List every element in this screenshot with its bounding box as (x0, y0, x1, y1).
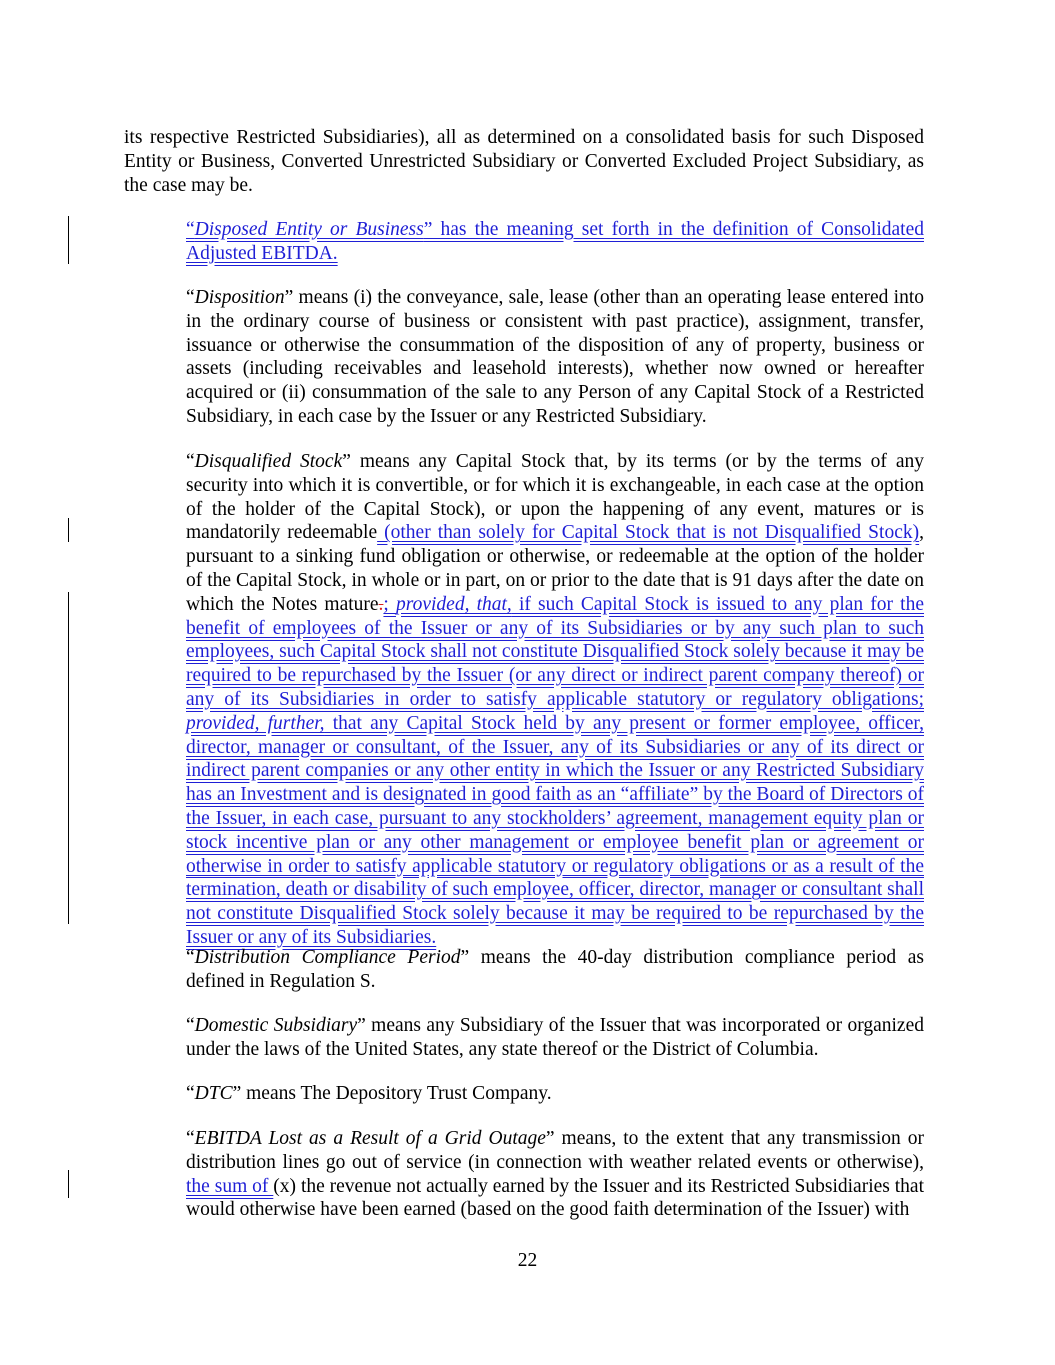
definition-text: ” means The Depository Trust Company. (232, 1083, 552, 1104)
definition-disposed-entity (124, 218, 924, 266)
inserted-text: ; (383, 593, 396, 615)
definition-text: ” means the 40-day distribution compliance period as defined in Regulation S. (186, 947, 924, 992)
change-bar (68, 518, 69, 542)
definition-disposition (124, 286, 924, 429)
definition-domestic-subsidiary (124, 1014, 924, 1062)
inserted-text: the sum of (186, 1175, 274, 1197)
open-quote: “ (186, 219, 195, 240)
paragraph-text: its respective Restricted Subsidiaries), all as determined on a consolidated basis for such Disposed Entity or Business, Converted Unrestricted Subsidiary or Converted Excluded Project Subsidiary, as the case may be. (124, 127, 924, 196)
inserted-italic-text: provided, that, (395, 593, 512, 615)
defined-term: Distribution Compliance Period (194, 947, 461, 968)
defined-term: Disposition (194, 287, 285, 308)
inserted-text: if such Capital Stock is issued to any plan for the benefit of employees of the Issuer or any of its Subsidiaries or by any such plan to such employees, such Capital Stock shall not constitute Disqualified Stock solely because it may be required to be repurchased by the Issuer (or any direct or indirect parent company thereof) or any of its Subsidiaries in order to satisfy applicable statutory or regulatory obligations; (186, 593, 924, 710)
defined-term: Domestic Subsidiary (194, 1015, 358, 1036)
defined-term: EBITDA Lost as a Result of a Grid Outage (194, 1128, 546, 1149)
definition-text: ” means any Subsidiary of the Issuer that was incorporated or organized under the laws of the United States, any state thereof or the District of Columbia. (186, 1015, 924, 1060)
open-quote: “ (186, 287, 195, 308)
definition-distribution-compliance-period (124, 946, 924, 994)
open-quote: “ (186, 947, 195, 968)
defined-term: DTC (194, 1083, 233, 1104)
change-bar (68, 216, 69, 264)
change-bar (68, 1170, 69, 1198)
defined-term: Disposed Entity or Business (194, 219, 424, 240)
defined-term: Disqualified Stock (194, 451, 343, 472)
definition-text: ” means any Capital Stock that, by its terms (or by the terms of any security into which it is convertible, or for which it is exchangeable, in each case at the option of the holder of the Capital Stock), or upon the happening of any event, matures or is mandatorily redeemable (186, 451, 924, 544)
definition-text: ” means, to the extent that any transmission or distribution lines go out of service (in connection with weather related events or otherwise), (186, 1128, 924, 1173)
page-number: 22 (517, 1250, 538, 1271)
deleted-text: . (378, 593, 384, 615)
definition-dtc (124, 1082, 924, 1106)
definition-text: ” means (i) the conveyance, sale, lease (other than an operating lease entered into in the ordinary course of business or consistent with past practice), assignment, transfer, issuance or otherwise the consummation of the disposition of any of property, business or assets (including receivables and leasehold interests), whether now owned or hereafter acquired or (ii) consummation of the sale to any Person of any Capital Stock of a Restricted Subsidiary, in each case by the Issuer or any Restricted Subsidiary. (186, 287, 924, 427)
definition-disqualified-stock (124, 450, 924, 950)
definition-text: ” has the meaning set forth in the definition of Consolidated Adjusted EBITDA. (186, 219, 924, 264)
change-bar (68, 592, 69, 924)
inserted-italic-text: provided, further, (186, 712, 325, 734)
open-quote: “ (186, 1015, 195, 1036)
definition-text: , pursuant to a sinking fund obligation or otherwise, or redeemable at the option of the holder of the Capital Stock, in whole or in part, on or prior to the date that is 91 days after the date on which the Notes mature (186, 522, 924, 615)
inserted-text: (other than solely for Capital Stock that is not Disqualified Stock) (377, 522, 920, 544)
open-quote: “ (186, 1128, 195, 1149)
inserted-text: that any Capital Stock held by any present or former employee, officer, director, manager or consultant, of the Issuer, any of its Subsidiaries or any of its direct or indirect parent companies or any other entity in which the Issuer or any Restricted Subsidiary has an Investment and is designated in good faith as an “affiliate” by the Board of Directors of the Issuer, in each case, pursuant to any stockholders’ agreement, management equity plan or stock incentive plan or any other management or employee benefit plan or agreement or otherwise in order to satisfy applicable statutory or regulatory obligations or as a result of the termination, death or disability of such employee, officer, director, manager or consultant shall not constitute Disqualified Stock solely because it may be required to be repurchased by the Issuer or any of its Subsidiaries. (186, 712, 924, 948)
open-quote: “ (186, 1083, 195, 1104)
definition-ebitda-lost-grid-outage (124, 1127, 924, 1222)
paragraph-intro (124, 126, 924, 197)
open-quote: “ (186, 451, 195, 472)
definition-text: (x) the revenue not actually earned by the Issuer and its Restricted Subsidiaries that would otherwise have been earned (based on the good faith determination of the Issuer) with (186, 1175, 925, 1221)
